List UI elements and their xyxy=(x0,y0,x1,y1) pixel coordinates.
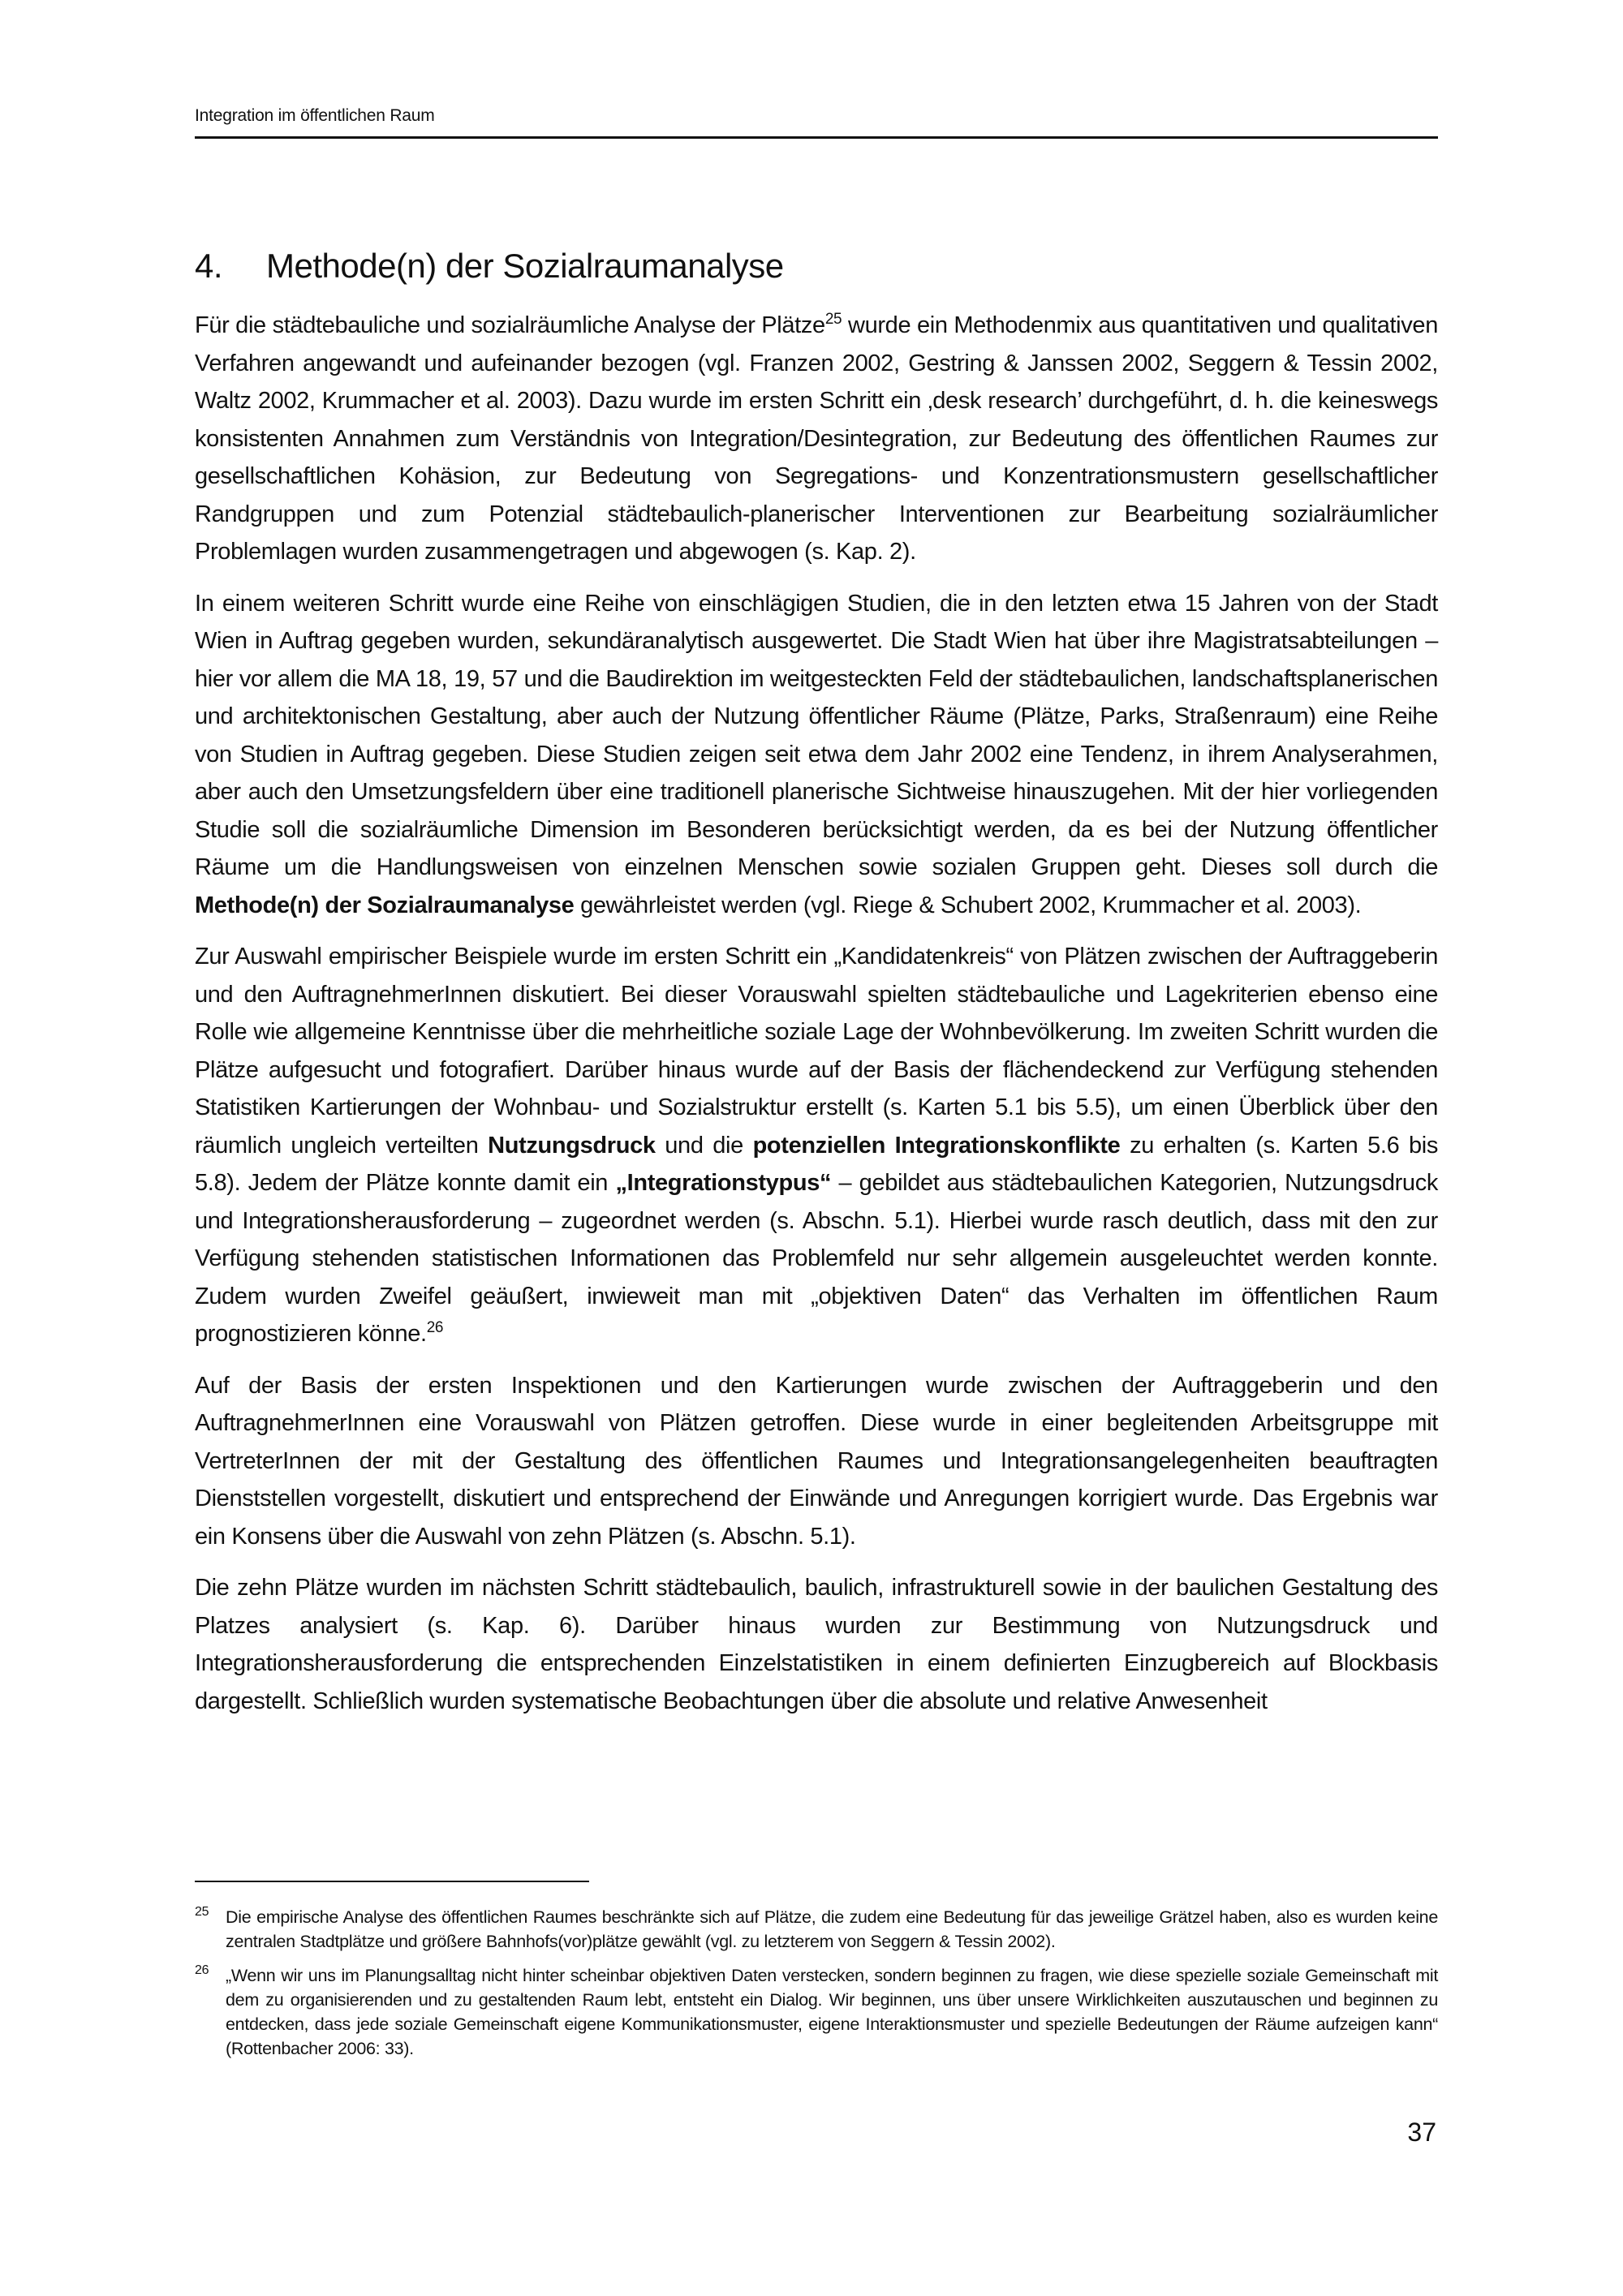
header-rule xyxy=(195,136,1438,139)
paragraph-1 xyxy=(195,307,1438,571)
footnote-25 xyxy=(195,1905,1438,1954)
paragraph-4 xyxy=(195,1367,1438,1556)
bold-term: Nutzungsdruck xyxy=(488,1132,656,1159)
paragraph-text: – gebildet aus städtebaulichen Kategorien, Nutzungsdruck und Integrationsherausforderung – zugeordnet werden (s. Abschn. 5.1). Hierbei wurde rasch deutlich, dass mit den zur Verfügung stehenden statistischen Informationen das Problemfeld nur sehr allgemein ausgeleuchtet werden konnte. Zudem wurden Zweifel geäußert, inwieweit man mit „objektiven Daten“ das Verhalten im öffentlichen Raum prognostizieren könne. xyxy=(195,1170,1439,1347)
paragraph-text: Die zehn Plätze wurden im nächsten Schritt städtebaulich, baulich, infrastrukturell sowie in der baulichen Gestaltung des Platzes analysiert (s. Kap. 6). Darüber hinaus wurden zur Bestimmung von Nutzungsdruck und Integrationsherausforderung die entsprechenden Einzelstatistiken in einem definierten Einzugbereich auf Blockbasis dargestellt. Schließlich wurden systematische Beobachtungen über die absolute und relative Anwesenheit xyxy=(195,1575,1438,1714)
running-header: Integration im öffentlichen Raum xyxy=(195,106,435,125)
paragraph-5 xyxy=(195,1569,1438,1720)
body-text xyxy=(195,307,1438,1734)
paragraph-text: Für die städtebauliche und sozialräumliche Analyse der Plätze xyxy=(195,312,825,338)
footnote-mark: 26 xyxy=(195,1963,209,1977)
chapter-heading xyxy=(195,242,1436,290)
chapter-number: 4. xyxy=(195,247,223,285)
paragraph-text: und die xyxy=(655,1132,753,1159)
bold-term: Methode(n) der Sozialraumanalyse xyxy=(195,892,575,918)
bold-term: „Integrationstypus“ xyxy=(615,1170,832,1196)
footnote-reference-26[interactable]: 26 xyxy=(426,1319,444,1336)
page-number: 37 xyxy=(1407,2118,1436,2147)
paragraph-2 xyxy=(195,585,1438,925)
footnote-text: „Wenn wir uns im Planungsalltag nicht hinter scheinbar objektiven Daten verstecken, sondern beginnen zu fragen, wie diese spezielle soziale Gemeinschaft mit dem zu organisierenden und zu gestaltenden Raum lebt, entsteht ein Dialog. Wir beginnen, uns über unsere Wirklichkeiten auszutauschen und beginnen zu entdecken, dass jede soziale Gemeinschaft eigene Kommunikationsmuster, eigene Interaktionsmuster und spezielle Bedeutungen der Räume aufzeigen kann“ (Rottenbacher 2006: 33). xyxy=(226,1966,1438,2058)
footnote-26 xyxy=(195,1963,1438,2061)
footnote-separator xyxy=(195,1881,589,1882)
paragraph-text: gewährleistet werden (vgl. Riege & Schubert 2002, Krummacher et al. 2003). xyxy=(574,892,1362,918)
chapter-title: Methode(n) der Sozialraumanalyse xyxy=(266,247,784,285)
footnote-text: Die empirische Analyse des öffentlichen Raumes beschränkte sich auf Plätze, die zudem eine Bedeutung für das jeweilige Grätzel haben, also es wurden keine zentralen Stadtplätze und größere Bahnhofs(vor)plätze gewählt (vgl. zu letzterem von Seggern & Tessin 2002). xyxy=(226,1907,1438,1951)
paragraph-text: zu erhalten (s. Karten 5.6 bis 5.8). Jedem der Plätze konnte damit ein xyxy=(195,1132,1439,1196)
footnotes xyxy=(195,1905,1438,2070)
paragraph-3 xyxy=(195,938,1438,1353)
paragraph-text: wurde ein Methodenmix aus quantitativen und qualitativen Verfahren angewandt und aufeinander bezogen (vgl. Franzen 2002, Gestring & Janssen 2002, Seggern & Tessin 2002, Waltz 2002, Krummacher et al. 2003). Dazu wurde im ersten Schritt ein ‚desk research’ durchgeführt, d. h. die keineswegs konsistenten Annahmen zum Verständnis von Integration/Desintegration, zur Bedeutung des öffentlichen Raumes zur gesellschaftlichen Kohäsion, zur Bedeutung von Segregations- und Konzentrationsmustern gesellschaftlicher Randgruppen und zum Potenzial städtebaulich-planerischer Interventionen zur Bearbeitung sozialräumlicher Problemlagen wurden zusammengetragen und abgewogen (s. Kap. 2). xyxy=(195,312,1438,565)
paragraph-text: Auf der Basis der ersten Inspektionen und den Kartierungen wurde zwischen der Auftraggeberin und den AuftragnehmerInnen eine Vorauswahl von Plätzen getroffen. Diese wurde in einer begleitenden Arbeitsgruppe mit VertreterInnen der mit der Gestaltung des öffentlichen Raumes und Integrationsangelegenheiten beauftragten Dienststellen vorgestellt, diskutiert und entsprechend der Einwände und Anregungen korrigiert wurde. Das Ergebnis war ein Konsens über die Auswahl von zehn Plätzen (s. Abschn. 5.1). xyxy=(195,1372,1438,1550)
footnote-mark: 25 xyxy=(195,1905,209,1919)
paragraph-text: Zur Auswahl empirischer Beispiele wurde im ersten Schritt ein „Kandidatenkreis“ von Plätzen zwischen der Auftraggeberin und den AuftragnehmerInnen diskutiert. Bei dieser Vorauswahl spielten städtebauliche und Lagekriterien ebenso eine Rolle wie allgemeine Kenntnisse über die mehrheitliche soziale Lage der Wohnbevölkerung. Im zweiten Schritt wurden die Plätze aufgesucht und fotografiert. Darüber hinaus wurde auf der Basis der flächendeckend zur Verfügung stehenden Statistiken Kartierungen der Wohnbau- und Sozialstruktur erstellt (s. Karten 5.1 bis 5.5), um einen Überblick über den räumlich ungleich verteilten xyxy=(195,944,1438,1159)
bold-term: potenziellen Integrationskonflikte xyxy=(752,1132,1121,1159)
footnote-reference-25[interactable]: 25 xyxy=(824,311,842,328)
paragraph-text: In einem weiteren Schritt wurde eine Reihe von einschlägigen Studien, die in den letzten etwa 15 Jahren von der Stadt Wien in Auftrag gegeben wurden, sekundäranalytisch ausgewertet. Die Stadt Wien hat über ihre Magistratsabteilungen – hier vor allem die MA 18, 19, 57 und die Baudirektion im weitgesteckten Feld der städtebaulichen, landschaftsplanerischen und architektonischen Gestaltung, aber auch der Nutzung öffentlicher Räume (Plätze, Parks, Straßenraum) eine Reihe von Studien in Auftrag gegeben. Diese Studien zeigen seit etwa dem Jahr 2002 eine Tendenz, in ihrem Analyserahmen, aber auch den Umsetzungsfeldern über eine traditionell planerische Sichtweise hinauszugehen. Mit der hier vorliegenden Studie soll die sozialräumliche Dimension im Besonderen berücksichtigt werden, da es bei der Nutzung öffentlicher Räume um die Handlungsweisen von einzelnen Menschen sowie sozialen Gruppen geht. Dieses soll durch die xyxy=(195,590,1438,880)
